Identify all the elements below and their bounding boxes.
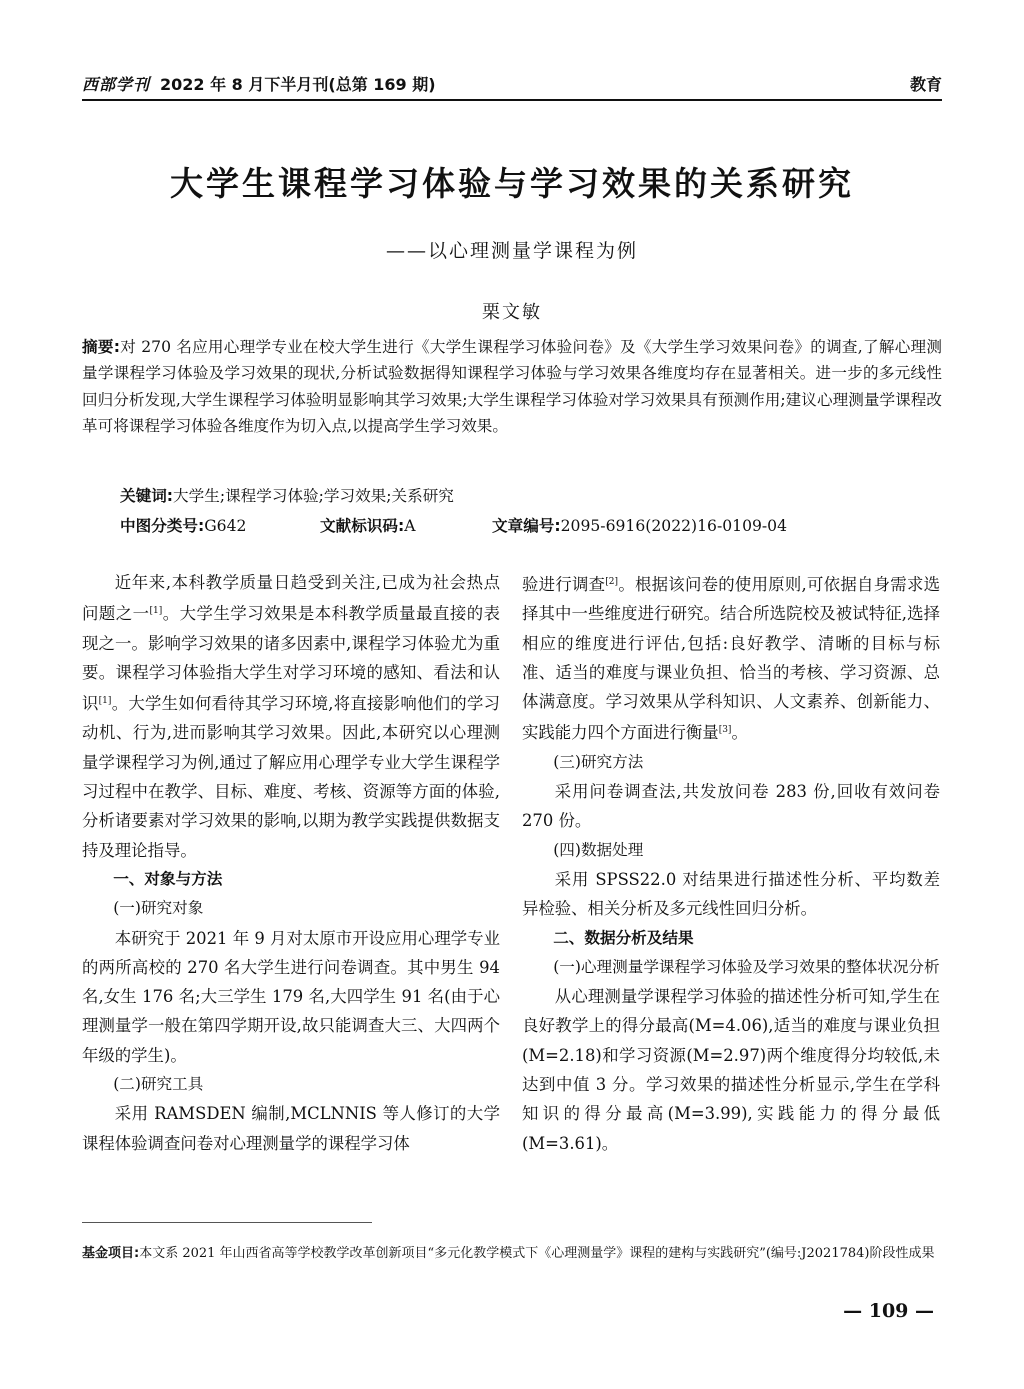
section-label: 教育 [909, 75, 942, 94]
body-column-left [82, 568, 500, 1158]
keywords [120, 484, 454, 506]
paragraph-method: 采用问卷调查法,共发放问卷 283 份,回收有效问卷 270 份。 [522, 782, 940, 831]
article-title: 大学生课程学习体验与学习效果的关系研究 [170, 164, 854, 203]
clc-value: G642 [204, 517, 247, 535]
section-heading: 一、对象与方法 [113, 869, 223, 888]
article-number-value: 2095-6916(2022)16-0109-04 [560, 517, 788, 535]
header-rule [82, 99, 942, 101]
abstract [82, 334, 942, 439]
subsection-heading: (一)研究对象 [113, 899, 204, 918]
subsection-heading: (四)数据处理 [553, 840, 644, 859]
abstract-label: 摘要: [82, 338, 120, 356]
clc-label: 中图分类号: [120, 517, 205, 535]
footnote-text: 本文系 2021 年山西省高等学校教学改革创新项目“多元化教学模式下《心理测量学》课程的建构与实践研究”(编号:J2021784)阶段性成果 [139, 1246, 935, 1261]
classification-line [120, 514, 940, 536]
paragraph-subjects: 本研究于 2021 年 9 月对太原市开设应用心理学专业的两所高校的 270 名大学生进行问卷调查。其中男生 94 名,女生 176 名;大三学生 179 名,大四学生 91 名(由于心理测量学一般在第四学期开设,故只能调查大三、大四两个年级的学生)。 [82, 928, 500, 1065]
issue-info: 2022 年 8 月下半月刊(总第 169 期) [160, 75, 436, 94]
article-subtitle: ——以心理测量学课程为例 [385, 240, 638, 262]
abstract-text: 对 270 名应用心理学专业在校大学生进行《大学生课程学习体验问卷》及《大学生学习效果问卷》的调查,了解心理测量学课程学习体验及学习效果的现状,分析试验数据得知课程学习体验与学习效果各维度均存在显著相关。进一步的多元线性回归分析发现,大学生课程学习体验明显影响其学习效果;大学生课程学习体验对学习效果具有预测作用;建议心理测量学课程改革可将课程学习体验各维度作为切入点,以提高学生学习效果。 [82, 338, 942, 435]
footnote-label: 基金项目: [82, 1246, 140, 1261]
paragraph-tools-cont: 验进行调查[2]。根据该问卷的使用原则,可依据自身需求选择其中一些维度进行研究。结合所选院校及被试特征,选择相应的维度进行评估,包括:良好教学、清晰的目标与标准、适当的难度与课业负担、恰当的考核、学习资源、总体满意度。学习效果从学科知识、人文素养、创新能力、实践能力四个方面进行衡量[3]。 [522, 575, 941, 743]
keywords-text: 大学生;课程学习体验;学习效果;关系研究 [173, 487, 454, 505]
paragraph-data-processing: 采用 SPSS22.0 对结果进行描述性分析、平均数差异检验、相关分析及多元线性回归分析。 [522, 869, 940, 919]
subsection-heading: (二)研究工具 [113, 1075, 204, 1094]
footnote-rule [82, 1222, 372, 1223]
subsection-heading: (一)心理测量学课程学习体验及学习效果的整体状况分析 [553, 957, 940, 976]
author-name: 栗文敏 [482, 302, 542, 323]
paragraph-intro: 近年来,本科教学质量日趋受到关注,已成为社会热点问题之一[1]。大学生学习效果是本科教学质量最直接的表现之一。影响学习效果的诸多因素中,课程学习体验尤为重要。课程学习体验指大学生对学习环境的感知、看法和认识[1]。大学生如何看待其学习环境,将直接影响他们的学习动机、行为,进而影响其学习效果。因此,本研究以心理测量学课程学习为例,通过了解应用心理学专业大学生课程学习过程中在教学、目标、难度、考核、资源等方面的体验,分析诸要素对学习效果的影响,以期为教学实践提供数据支持及理论指导。 [82, 573, 501, 860]
citation-ref: [3] [718, 725, 732, 736]
citation-ref: [1] [149, 606, 163, 617]
doc-code-label: 文献标识码: [320, 517, 405, 535]
funding-footnote [82, 1242, 942, 1266]
citation-ref: [2] [605, 577, 619, 587]
running-header [82, 68, 942, 96]
section-heading: 二、数据分析及结果 [553, 928, 694, 947]
doc-code-value: A [404, 517, 416, 535]
keywords-label: 关键词: [120, 487, 174, 505]
paragraph-results: 从心理测量学课程学习体验的描述性分析可知,学生在良好教学上的得分最高(M=4.06),适当的难度与课业负担(M=2.18)和学习资源(M=2.97)两个维度得分均较低,未达到中值 3 分。学习效果的描述性分析显示,学生在学科知识的得分最高(M=3.99),实践能力的得分最低(M=3.61)。 [522, 987, 940, 1153]
subsection-heading: (三)研究方法 [553, 752, 644, 771]
citation-ref: [1] [98, 696, 112, 707]
paragraph-tools: 采用 RAMSDEN 编制,MCLNNIS 等人修订的大学课程体验调查问卷对心理测量学的课程学习体 [82, 1104, 500, 1153]
article-number-label: 文章编号: [492, 517, 561, 535]
journal-logo: 西部学刊 [82, 75, 151, 94]
page-number: — 109 — [843, 1300, 934, 1322]
body-column-right [522, 568, 940, 1158]
